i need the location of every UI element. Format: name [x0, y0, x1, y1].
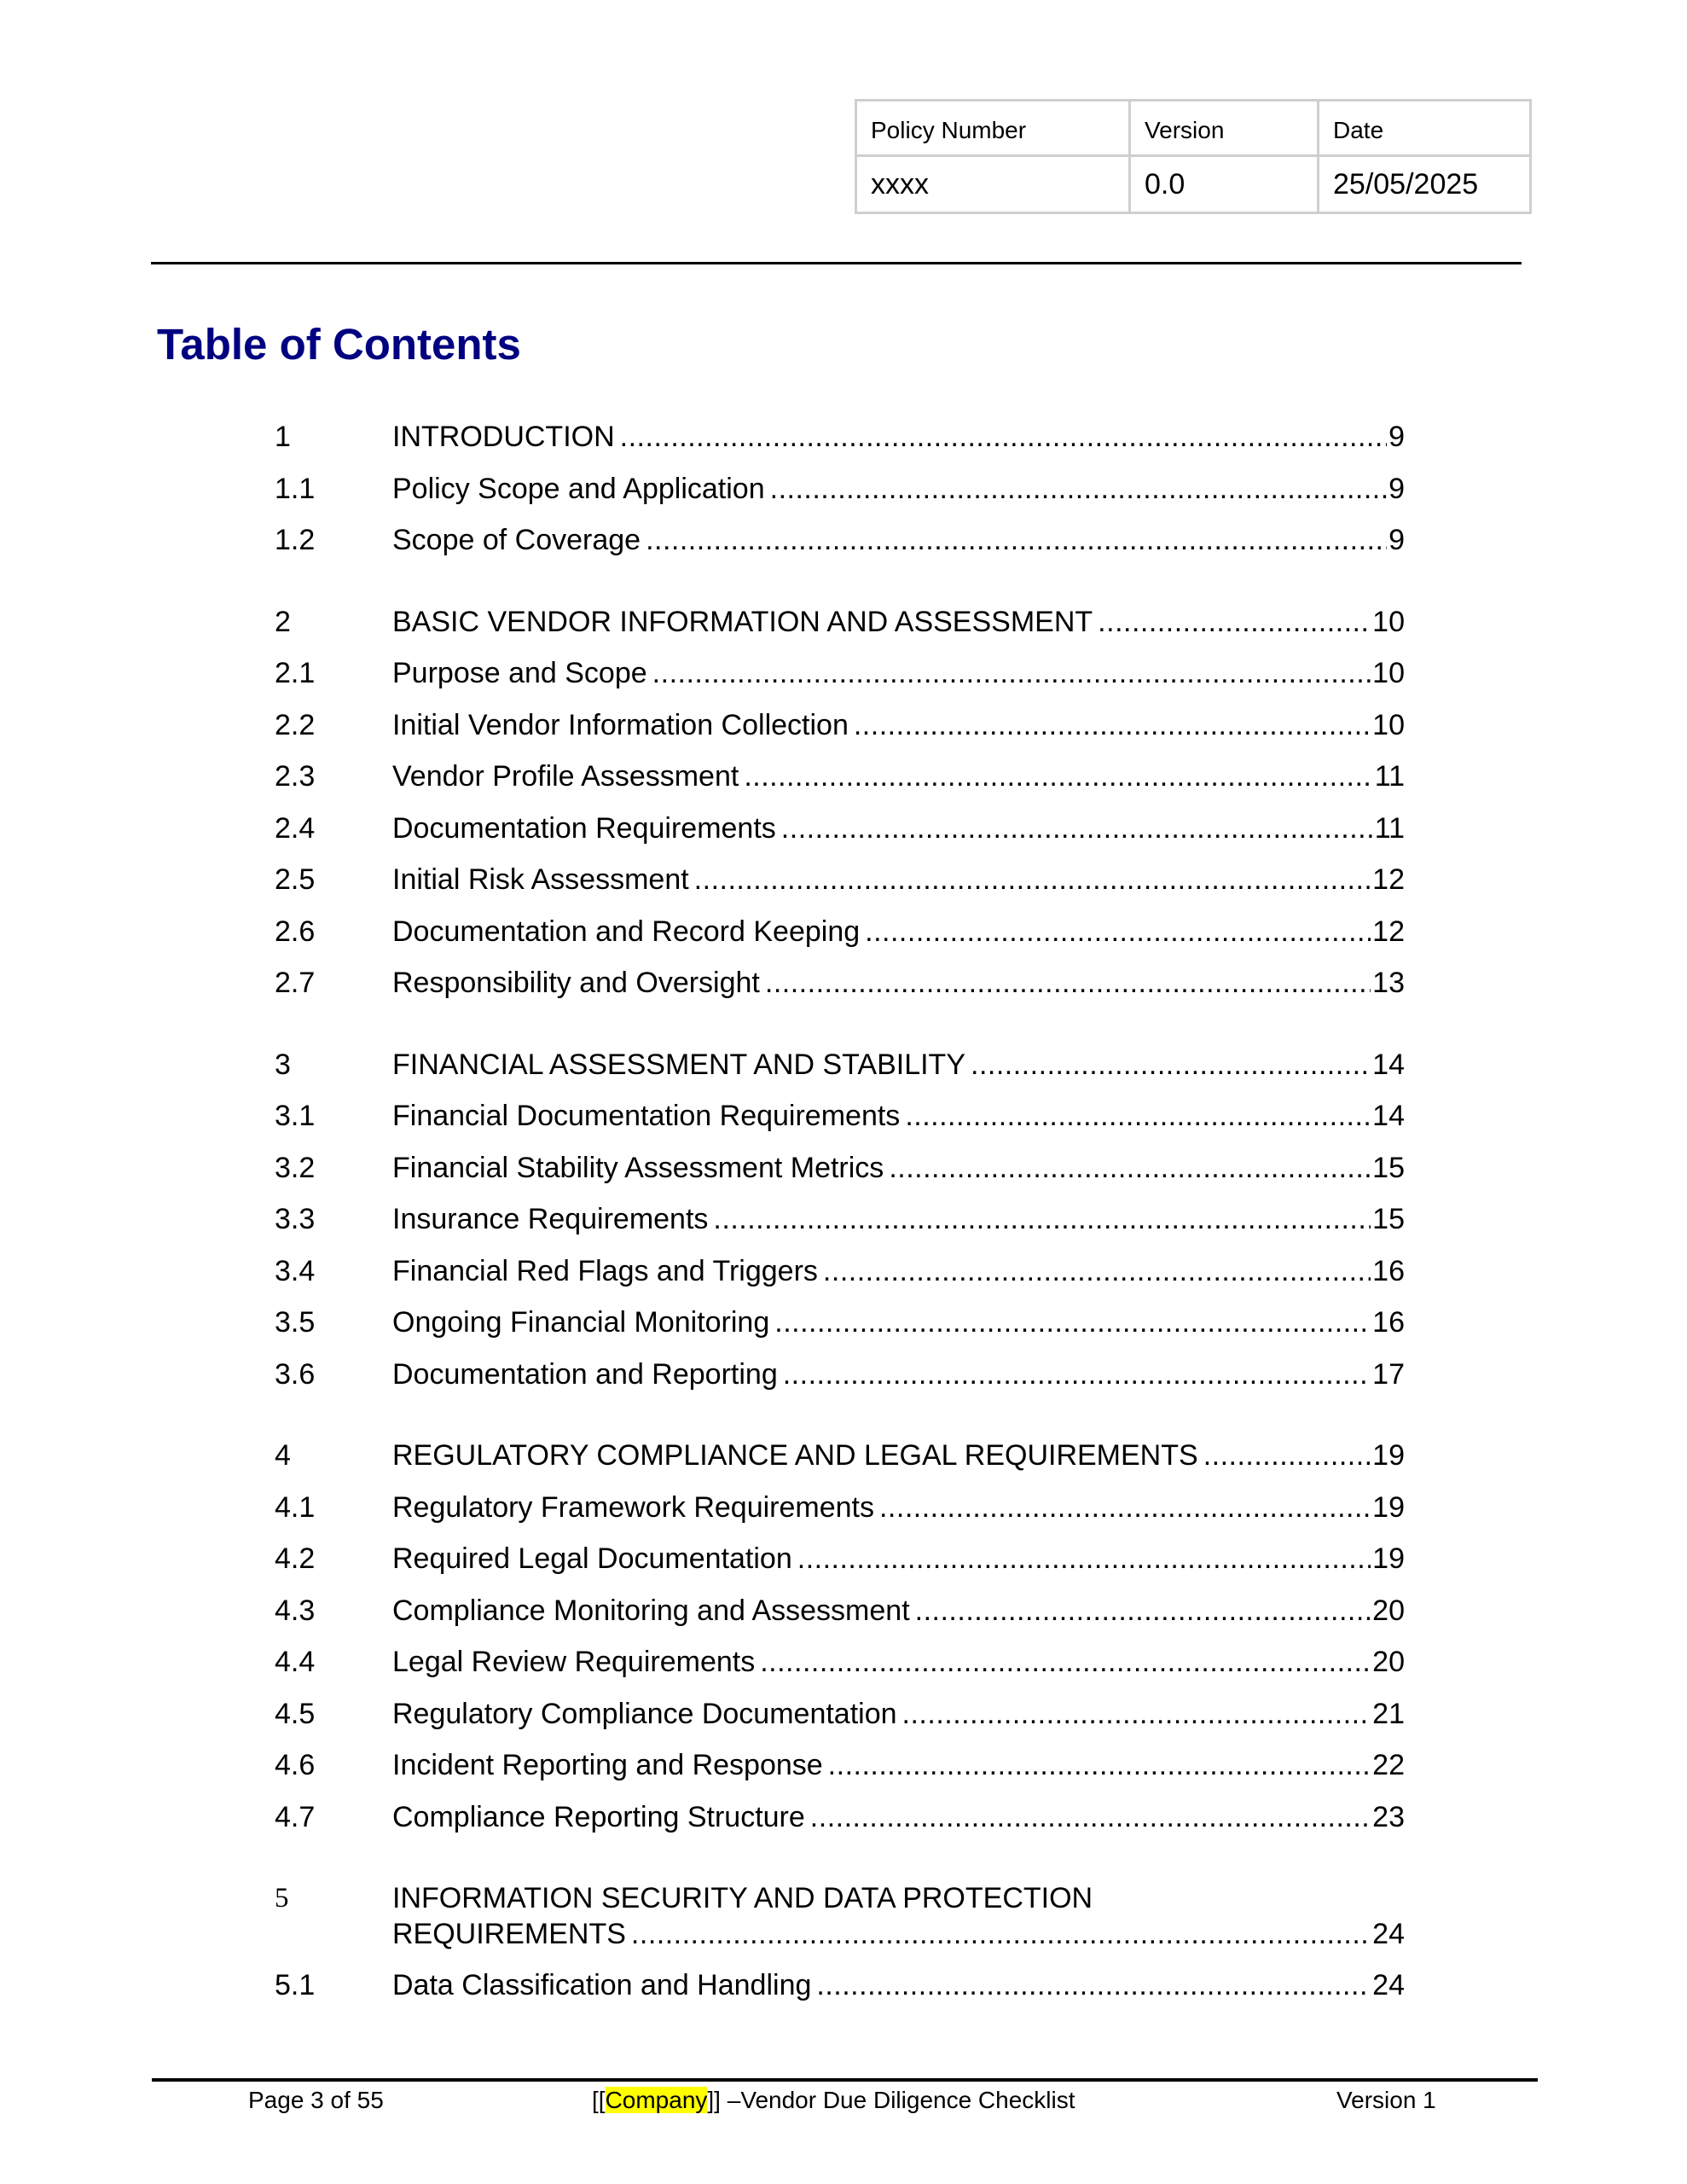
- toc-entry-page: 9: [1388, 473, 1405, 505]
- toc-entry-title: REGULATORY COMPLIANCE AND LEGAL REQUIREMENTS: [392, 1439, 1198, 1472]
- footer-prefix: [[: [592, 2087, 606, 2113]
- toc-entry-title: Initial Risk Assessment: [392, 863, 689, 896]
- toc-entry-page: 12: [1372, 863, 1405, 896]
- toc-dot-leader: [879, 1490, 1371, 1525]
- toc-entry-number: 2.1: [275, 657, 316, 689]
- toc-dot-leader: [797, 1541, 1371, 1577]
- toc-entry-title: Documentation and Record Keeping: [392, 915, 861, 948]
- toc-dot-leader: [1203, 1438, 1371, 1473]
- toc-entry-title: Documentation Requirements: [392, 812, 776, 845]
- toc-entry-page: 10: [1372, 709, 1405, 741]
- toc-entry-page: 15: [1372, 1152, 1405, 1184]
- footer-divider: [152, 2078, 1538, 2082]
- toc-entry-page: 11: [1374, 812, 1405, 845]
- toc-entry-page: 16: [1372, 1306, 1405, 1339]
- toc-entry-line: [392, 1253, 1405, 1289]
- toc-entry-line: [392, 1304, 1405, 1340]
- toc-dot-leader: [1098, 604, 1371, 640]
- toc-entry-line: [392, 1150, 1405, 1186]
- toc-dot-leader: [915, 1593, 1371, 1629]
- toc-entry-title: Responsibility and Oversight: [392, 967, 760, 999]
- toc-entry-number: 4.3: [275, 1594, 316, 1627]
- toc-entry-line: [392, 1747, 1405, 1783]
- toc-entry-line: [392, 1098, 1405, 1134]
- toc-entry-number: 3.3: [275, 1203, 316, 1235]
- toc-entry-title: Insurance Requirements: [392, 1203, 709, 1235]
- toc-entry-title: REQUIREMENTS: [392, 1918, 626, 1950]
- toc-entry-number: 4.4: [275, 1646, 316, 1678]
- toc-entry-line: [392, 604, 1405, 640]
- toc-entry-number: 1: [275, 421, 291, 453]
- toc-dot-leader: [823, 1253, 1371, 1289]
- header-version-value: 0.0: [1130, 156, 1319, 213]
- header-version-label: Version: [1130, 101, 1319, 156]
- toc-entry-title: Initial Vendor Information Collection: [392, 709, 849, 741]
- header-policy-number-label: Policy Number: [856, 101, 1130, 156]
- toc-entry-page: 11: [1374, 760, 1405, 793]
- toc-entry-line: [392, 707, 1405, 743]
- toc-entry-title: Legal Review Requirements: [392, 1646, 756, 1678]
- toc-entry-page: 16: [1372, 1255, 1405, 1287]
- toc-entry-line: [392, 862, 1405, 897]
- company-placeholder: Company: [605, 2087, 708, 2113]
- toc-dot-leader: [770, 471, 1387, 507]
- toc-entry-line: [392, 1593, 1405, 1629]
- toc-entry-line: [392, 1967, 1405, 2003]
- toc-entry-page: 9: [1388, 421, 1405, 453]
- toc-dot-leader: [810, 1799, 1371, 1835]
- toc-entry-line: [392, 1696, 1405, 1732]
- toc-entry-number: 3.6: [275, 1358, 316, 1391]
- toc-entry-number: 4.1: [275, 1491, 316, 1524]
- toc-entry-page: 20: [1372, 1594, 1405, 1627]
- toc-entry-page: 24: [1372, 1969, 1405, 2001]
- toc-entry-line: [392, 1799, 1405, 1835]
- toc-entry-number: 2.7: [275, 967, 316, 999]
- toc-entry-line: [392, 1047, 1405, 1083]
- toc-dot-leader: [781, 810, 1373, 846]
- toc-entry-line: [392, 1916, 1405, 1952]
- toc-entry-number: 2.6: [275, 915, 316, 948]
- toc-entry-line: [392, 914, 1405, 950]
- toc-entry-number: 4.6: [275, 1749, 316, 1781]
- toc-entry-title: Regulatory Compliance Documentation: [392, 1698, 897, 1730]
- toc-dot-leader: [760, 1644, 1371, 1680]
- policy-header-table: [855, 99, 1532, 214]
- toc-entry-number: 3.5: [275, 1306, 316, 1339]
- toc-dot-leader: [744, 758, 1372, 794]
- toc-entry-title: Data Classification and Handling: [392, 1969, 812, 2001]
- page-title: Table of Contents: [157, 320, 521, 369]
- toc-entry-number: 4.5: [275, 1698, 316, 1730]
- toc-entry-number: 2.3: [275, 760, 316, 793]
- toc-entry-number: 3.1: [275, 1100, 316, 1132]
- toc-entry-title: Purpose and Scope: [392, 657, 647, 689]
- toc-entry-page: 23: [1372, 1801, 1405, 1833]
- toc-dot-leader: [694, 862, 1371, 897]
- toc-entry-title: Policy Scope and Application: [392, 473, 765, 505]
- toc-entry-number: 2.4: [275, 812, 316, 845]
- toc-entry-title: Documentation and Reporting: [392, 1358, 778, 1391]
- toc-dot-leader: [631, 1916, 1371, 1952]
- toc-entry-line: [392, 1490, 1405, 1525]
- toc-dot-leader: [620, 419, 1387, 455]
- toc-entry-page: 9: [1388, 524, 1405, 556]
- toc-entry-line: [392, 810, 1405, 846]
- toc-entry-number: 2.5: [275, 863, 316, 896]
- toc-dot-leader: [652, 655, 1371, 691]
- toc-dot-leader: [774, 1304, 1371, 1340]
- toc-entry-line: [392, 522, 1405, 558]
- toc-entry-title: BASIC VENDOR INFORMATION AND ASSESSMENT: [392, 606, 1093, 638]
- toc-entry-number: 2.2: [275, 709, 316, 741]
- toc-entry-page: 14: [1372, 1100, 1405, 1132]
- toc-entry-title: INTRODUCTION: [392, 421, 615, 453]
- toc-entry-page: 10: [1372, 606, 1405, 638]
- toc-entry-line: [392, 1201, 1405, 1237]
- toc-entry-title: Scope of Coverage: [392, 524, 641, 556]
- toc-entry-title: Financial Documentation Requirements: [392, 1100, 901, 1132]
- toc-entry-number: 1.1: [275, 473, 316, 505]
- toc-entry-number: 3.4: [275, 1255, 316, 1287]
- toc-dot-leader: [865, 914, 1371, 950]
- toc-entry-line: [392, 1644, 1405, 1680]
- toc-entry-page: 15: [1372, 1203, 1405, 1235]
- toc-entry-title: Required Legal Documentation: [392, 1542, 792, 1575]
- toc-entry-page: 10: [1372, 657, 1405, 689]
- toc-entry-line: [392, 965, 1405, 1001]
- toc-entry-title: Vendor Profile Assessment: [392, 760, 739, 793]
- toc-entry-line: [392, 1438, 1405, 1473]
- toc-entry-page: 14: [1372, 1048, 1405, 1081]
- toc-dot-leader: [828, 1747, 1371, 1783]
- toc-entry-title: Incident Reporting and Response: [392, 1749, 823, 1781]
- footer-page-number: Page 3 of 55: [248, 2087, 384, 2113]
- footer-title-text: ]] –Vendor Due Diligence Checklist: [707, 2087, 1075, 2113]
- toc-entry-title: Regulatory Framework Requirements: [392, 1491, 874, 1524]
- toc-entry-title: Financial Red Flags and Triggers: [392, 1255, 818, 1287]
- toc-dot-leader: [646, 522, 1387, 558]
- header-divider: [151, 262, 1522, 264]
- toc-entry-title: FINANCIAL ASSESSMENT AND STABILITY: [392, 1048, 965, 1081]
- toc-entry-number: 2: [275, 606, 291, 638]
- toc-entry-number: 4.7: [275, 1801, 316, 1833]
- toc-entry-number: 3.2: [275, 1152, 316, 1184]
- header-date-label: Date: [1319, 101, 1531, 156]
- toc-entry-page: 22: [1372, 1749, 1405, 1781]
- toc-entry-line: [392, 1356, 1405, 1392]
- toc-entry-number: 3: [275, 1048, 291, 1081]
- toc-entry-page: 12: [1372, 915, 1405, 948]
- toc-entry-number: 4: [275, 1439, 291, 1472]
- toc-entry-page: 19: [1372, 1491, 1405, 1524]
- toc-dot-leader: [905, 1098, 1371, 1134]
- toc-entry-page: 20: [1372, 1646, 1405, 1678]
- toc-dot-leader: [783, 1356, 1371, 1392]
- toc-entry-line: [392, 471, 1405, 507]
- toc-entry-line: [392, 758, 1405, 794]
- toc-entry-number: 1.2: [275, 524, 316, 556]
- toc-entry-line: [392, 655, 1405, 691]
- toc-dot-leader: [713, 1201, 1371, 1237]
- toc-entry-line: [392, 419, 1405, 455]
- toc-entry-page: 19: [1372, 1439, 1405, 1472]
- toc-dot-leader: [889, 1150, 1371, 1186]
- toc-dot-leader: [854, 707, 1371, 743]
- header-date-value: 25/05/2025: [1319, 156, 1531, 213]
- toc-entry-page: 19: [1372, 1542, 1405, 1575]
- toc-entry-number: 5.1: [275, 1969, 316, 2001]
- toc-entry-title: Compliance Monitoring and Assessment: [392, 1594, 910, 1627]
- toc-entry-title: Compliance Reporting Structure: [392, 1801, 805, 1833]
- header-policy-number-value: xxxx: [856, 156, 1130, 213]
- toc-dot-leader: [971, 1047, 1371, 1083]
- toc-dot-leader: [902, 1696, 1371, 1732]
- toc-entry-line: [392, 1541, 1405, 1577]
- toc-dot-leader: [765, 965, 1371, 1001]
- toc-entry-title: Ongoing Financial Monitoring: [392, 1306, 770, 1339]
- toc-entry-page: 24: [1372, 1918, 1405, 1950]
- toc-entry-title: Financial Stability Assessment Metrics: [392, 1152, 884, 1184]
- toc-entry-number: 4.2: [275, 1542, 316, 1575]
- toc-entry-page: 13: [1372, 967, 1405, 999]
- toc-entry-title-line1: INFORMATION SECURITY AND DATA PROTECTION: [392, 1882, 1093, 1914]
- footer-document-title: [592, 2087, 1075, 2114]
- toc-entry-page: 17: [1372, 1358, 1405, 1391]
- footer-version: Version 1: [1336, 2087, 1436, 2113]
- toc-entry-number: 5: [275, 1883, 289, 1914]
- toc-entry-page: 21: [1372, 1698, 1405, 1730]
- toc-dot-leader: [816, 1967, 1371, 2003]
